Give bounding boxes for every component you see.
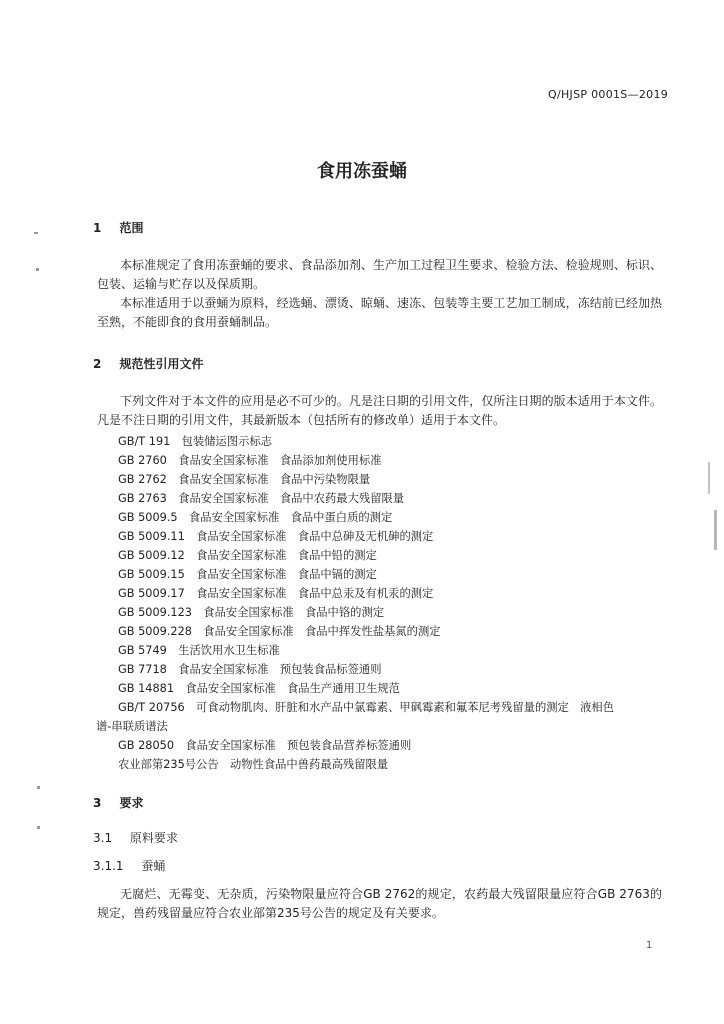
section-3-1-heading	[93, 829, 178, 846]
reference-item: GB 7718 食品安全国家标准 预包装食品标签通则	[118, 663, 382, 676]
section-2-heading	[93, 355, 204, 372]
scan-artifact	[34, 232, 38, 234]
section-1-para-1: 本标准规定了食用冻蚕蛹的要求、食品添加剂、生产加工过程卫生要求、检验方法、检验规则、标识、包装、运输与贮存以及保质期。	[97, 258, 662, 291]
section-3-1-1-title: 蚕蛹	[141, 859, 166, 873]
reference-item: GB/T 191 包装储运图示标志	[118, 435, 273, 448]
reference-item: GB 5009.12 食品安全国家标准 食品中铅的测定	[118, 549, 377, 562]
section-1-number: 1	[93, 221, 102, 235]
section-2-number: 2	[93, 357, 102, 371]
section-1-heading	[93, 219, 144, 236]
section-3-title: 要求	[119, 796, 144, 810]
reference-item: GB 28050 食品安全国家标准 预包装食品营养标签通则	[118, 739, 412, 752]
section-3-1-number: 3.1	[93, 831, 113, 845]
reference-item: GB 2763 食品安全国家标准 食品中农药最大残留限量	[118, 492, 405, 505]
document-title: 食用冻蚕蛹	[317, 161, 407, 182]
section-1-para-2: 本标准适用于以蚕蛹为原料，经选蛹、漂烫、晾蛹、速冻、包装等主要工艺加工制成，冻结前已经加热至熟，不能即食的食用蚕蛹制品。	[97, 296, 662, 329]
normative-references-list	[96, 432, 678, 774]
reference-item: GB 5009.5 食品安全国家标准 食品中蛋白质的测定	[118, 511, 393, 524]
section-1-title: 范围	[119, 221, 144, 235]
page-number: 1	[646, 940, 653, 951]
reference-item: GB 14881 食品安全国家标准 食品生产通用卫生规范	[118, 682, 400, 695]
section-3-heading	[93, 794, 144, 811]
reference-item-wrapped	[96, 698, 678, 736]
reference-item: GB 5009.228 食品安全国家标准 食品中挥发性盐基氮的测定	[118, 625, 441, 638]
section-3-1-1-number: 3.1.1	[93, 859, 124, 873]
reference-item: 农业部第235号公告 动物性食品中兽药最高残留限量	[118, 758, 389, 771]
reference-item: GB 5009.15 食品安全国家标准 食品中镉的测定	[118, 568, 377, 581]
scan-artifact	[714, 510, 717, 550]
reference-item: GB 5009.11 食品安全国家标准 食品中总砷及无机砷的测定	[118, 530, 434, 543]
reference-wrap-line-2: 谱-串联质谱法	[96, 720, 168, 733]
reference-item: GB 5009.123 食品安全国家标准 食品中铬的测定	[118, 606, 385, 619]
section-3-1-title: 原料要求	[129, 831, 178, 845]
section-3-1-1-heading	[93, 857, 165, 874]
reference-wrap-line-1: GB/T 20756 可食动物肌肉、肝脏和水产品中氯霉素、甲砜霉素和氟苯尼考残留量的测定 液相色	[118, 701, 615, 714]
section-2-title: 规范性引用文件	[119, 357, 204, 371]
section-3-1-1-para: 无腐烂、无霉变、无杂质，污染物限量应符合GB 2762的规定，农药最大残留限量应符合GB 2763的规定，兽药残留量应符合农业部第235号公告的规定及有关要求。	[97, 887, 662, 920]
section-3-number: 3	[93, 796, 102, 810]
reference-item: GB 5749 生活饮用水卫生标准	[118, 644, 280, 657]
scan-artifact	[36, 268, 39, 271]
scan-artifact	[708, 462, 710, 494]
scan-artifact	[37, 826, 40, 829]
reference-item: GB 5009.17 食品安全国家标准 食品中总汞及有机汞的测定	[118, 587, 434, 600]
standard-code: Q/HJSP 0001S—2019	[548, 88, 669, 101]
section-2-intro: 下列文件对于本文件的应用是必不可少的。凡是注日期的引用文件，仅所注日期的版本适用于本文件。凡是不注日期的引用文件，其最新版本（包括所有的修改单）适用于本文件。	[97, 394, 662, 427]
reference-item: GB 2762 食品安全国家标准 食品中污染物限量	[118, 473, 371, 486]
scan-artifact	[37, 786, 40, 789]
reference-item: GB 2760 食品安全国家标准 食品添加剂使用标准	[118, 454, 382, 467]
